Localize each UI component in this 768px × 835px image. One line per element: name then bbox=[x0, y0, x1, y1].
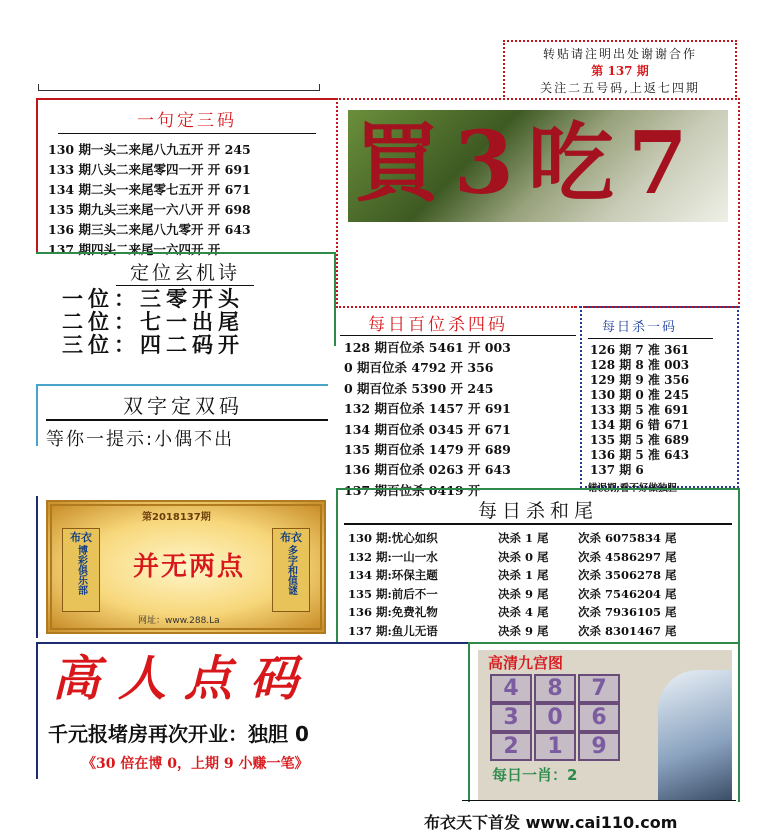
baiwei-underline bbox=[340, 335, 576, 336]
baiwei-row: 136 期百位杀 0263 开 643 bbox=[344, 462, 511, 478]
grid-cell: 0 bbox=[534, 703, 576, 732]
heweii-second-kill: 次杀 6075834 尾 bbox=[578, 531, 677, 545]
yiju-title: 一句定三码 bbox=[137, 111, 237, 131]
yiju-title-underline bbox=[58, 133, 316, 134]
shayima-row: 128 期 8 准 003 bbox=[590, 358, 690, 372]
heweii-main-kill: 决杀 9 尾 bbox=[498, 586, 549, 601]
shayima-panel bbox=[580, 306, 739, 494]
shayima-row: 133 期 5 准 691 bbox=[590, 403, 690, 417]
gold-right-text: 多字和值谜 bbox=[285, 545, 297, 595]
footer-text: 布衣天下首发 www.cai110.com bbox=[424, 813, 678, 832]
yiju-row: 135 期九头三来尾一六八开 开 698 bbox=[48, 202, 251, 217]
header-note: 转贴请注明出处谢谢合作 bbox=[542, 47, 697, 61]
heweii-title: 每日杀和尾 bbox=[477, 500, 598, 522]
bottom-line1: 千元报堵房再次开业：独胆 0 bbox=[48, 722, 309, 746]
heweii-row bbox=[348, 603, 738, 622]
heweii-second-kill: 次杀 8301467 尾 bbox=[578, 623, 677, 638]
poster-text: 買3吃7 bbox=[354, 113, 702, 214]
gold-right-title: 布衣 bbox=[280, 531, 302, 544]
baiwei-row: 0 期百位杀 5390 开 245 bbox=[344, 380, 494, 396]
bottom-panel bbox=[36, 642, 468, 779]
dingwei-panel bbox=[36, 252, 336, 357]
shayima-underline bbox=[588, 338, 713, 339]
dingwei-line: 一位：三零开头 bbox=[62, 287, 244, 311]
baiwei-rows bbox=[344, 338, 576, 501]
heweii-issue: 137 期:鱼儿无语 bbox=[348, 623, 438, 638]
heweii-main-kill: 决杀 4 尾 bbox=[498, 605, 549, 619]
yiju-row: 134 期二头一来尾零七五开 开 671 bbox=[48, 182, 251, 197]
footer-line bbox=[462, 800, 736, 801]
bottom-calligraphy: 高人点码 bbox=[52, 651, 317, 707]
yiju-row: 133 期八头二来尾零四一开 开 691 bbox=[48, 162, 251, 177]
heweii-issue: 136 期:免费礼物 bbox=[348, 605, 438, 619]
shuangzi-underline bbox=[46, 419, 328, 421]
heweii-second-kill: 次杀 7936105 尾 bbox=[578, 605, 677, 619]
heweii-row bbox=[348, 529, 738, 548]
yiju-panel bbox=[36, 98, 336, 257]
heweii-main-kill: 决杀 1 尾 bbox=[498, 568, 549, 582]
header-issue: 第 137 期 bbox=[591, 64, 649, 78]
baiwei-title: 每日百位杀四码 bbox=[368, 315, 508, 335]
gold-left-badge bbox=[62, 528, 100, 612]
dingwei-lines bbox=[62, 288, 334, 357]
gold-left-text: 博彩俱乐部 bbox=[75, 545, 87, 595]
baiwei-panel bbox=[336, 306, 576, 498]
gold-right-badge bbox=[272, 528, 310, 612]
heweii-second-kill: 次杀 3506278 尾 bbox=[578, 568, 677, 582]
shayima-row: 129 期 9 准 356 bbox=[590, 373, 690, 387]
shayima-row: 136 期 5 准 643 bbox=[590, 448, 690, 462]
shuangzi-panel bbox=[36, 384, 328, 450]
yiju-row: 136 期三头二来尾八九零开 开 643 bbox=[48, 222, 251, 237]
shuangzi-title: 双字定双码 bbox=[123, 394, 243, 418]
shayima-rows bbox=[590, 343, 737, 478]
dingwei-line: 三位：四二码开 bbox=[62, 333, 244, 357]
shayima-title: 每日杀一码 bbox=[602, 320, 678, 335]
heweii-row bbox=[348, 622, 738, 641]
grid-title: 高清九宫图 bbox=[488, 654, 564, 672]
heweii-main-kill: 决杀 9 尾 bbox=[498, 623, 549, 638]
shayima-row: 134 期 6 错 671 bbox=[590, 418, 690, 432]
gold-top-label: 第2018137期 bbox=[142, 512, 211, 523]
baiwei-row: 0 期百位杀 4792 开 356 bbox=[344, 360, 494, 376]
header-follow: 关注二五号码,上返七四期 bbox=[540, 81, 700, 95]
header-note-box bbox=[503, 40, 737, 100]
heweii-panel bbox=[336, 488, 740, 644]
heweii-issue: 132 期:一山一水 bbox=[348, 549, 438, 564]
heweii-rows bbox=[348, 529, 738, 640]
poster-image bbox=[348, 110, 728, 222]
grid-figure bbox=[658, 670, 732, 800]
grid-cell: 7 bbox=[578, 674, 620, 703]
shayima-row: 126 期 7 准 361 bbox=[590, 343, 690, 357]
gold-url: 网址：www.288.La bbox=[138, 616, 220, 626]
grid-cell: 8 bbox=[534, 674, 576, 703]
heweii-underline bbox=[344, 523, 732, 525]
gold-panel bbox=[36, 496, 334, 638]
grid-cell: 4 bbox=[490, 674, 532, 703]
grid-cell: 9 bbox=[578, 732, 620, 761]
grid-cell: 3 bbox=[490, 703, 532, 732]
heweii-issue: 130 期:忧心如织 bbox=[348, 531, 438, 545]
dingwei-line: 二位：七一出尾 bbox=[62, 310, 244, 334]
grid-panel bbox=[468, 642, 740, 802]
dingwei-underline bbox=[116, 285, 254, 286]
heweii-main-kill: 决杀 1 尾 bbox=[498, 531, 549, 545]
shuangzi-hint: 等你一提示:小偶不出 bbox=[46, 429, 235, 450]
yiju-rows bbox=[48, 140, 336, 260]
grid-cell: 2 bbox=[490, 732, 532, 761]
shayima-note: 错误期,看不好做独胆 bbox=[588, 483, 677, 494]
shayima-row: 130 期 0 准 245 bbox=[590, 388, 690, 402]
baiwei-row: 134 期百位杀 0345 开 671 bbox=[344, 421, 511, 437]
grid-cell: 6 bbox=[578, 703, 620, 732]
dingwei-title: 定位玄机诗 bbox=[129, 262, 240, 284]
baiwei-row: 135 期百位杀 1479 开 689 bbox=[344, 442, 511, 458]
gold-left-title: 布衣 bbox=[70, 531, 92, 544]
heweii-row bbox=[348, 548, 738, 567]
heweii-main-kill: 决杀 0 尾 bbox=[498, 549, 549, 564]
poster-box bbox=[336, 98, 740, 308]
yiju-row: 137 期四头二来尾一六四开 开 bbox=[48, 242, 221, 257]
baiwei-row: 128 期百位杀 5461 开 003 bbox=[344, 340, 511, 355]
heweii-second-kill: 次杀 7546204 尾 bbox=[578, 586, 677, 601]
grid-footer: 每日一肖：2 bbox=[492, 766, 578, 784]
yiju-row: 130 期一头二来尾八九五开 开 245 bbox=[48, 142, 251, 157]
heweii-row bbox=[348, 585, 738, 604]
grid-cell: 1 bbox=[534, 732, 576, 761]
top-left-bracket bbox=[38, 84, 320, 91]
grid-board bbox=[478, 650, 732, 800]
shayima-row: 137 期 6 bbox=[590, 463, 644, 477]
heweii-second-kill: 次杀 4586297 尾 bbox=[578, 549, 677, 564]
gold-center-text: 并无两点 bbox=[132, 552, 245, 582]
gold-frame bbox=[46, 500, 326, 634]
heweii-issue: 134 期:环保主题 bbox=[348, 568, 438, 582]
shayima-row: 135 期 5 准 689 bbox=[590, 433, 690, 447]
bottom-line2: 《30 倍在博 0，上期 9 小赚一笔》 bbox=[82, 756, 309, 772]
heweii-issue: 135 期:前后不一 bbox=[348, 586, 438, 601]
baiwei-row: 132 期百位杀 1457 开 691 bbox=[344, 401, 511, 417]
heweii-row bbox=[348, 566, 738, 585]
baiwei-row: 137 期百位杀 0419 开 bbox=[344, 482, 481, 498]
